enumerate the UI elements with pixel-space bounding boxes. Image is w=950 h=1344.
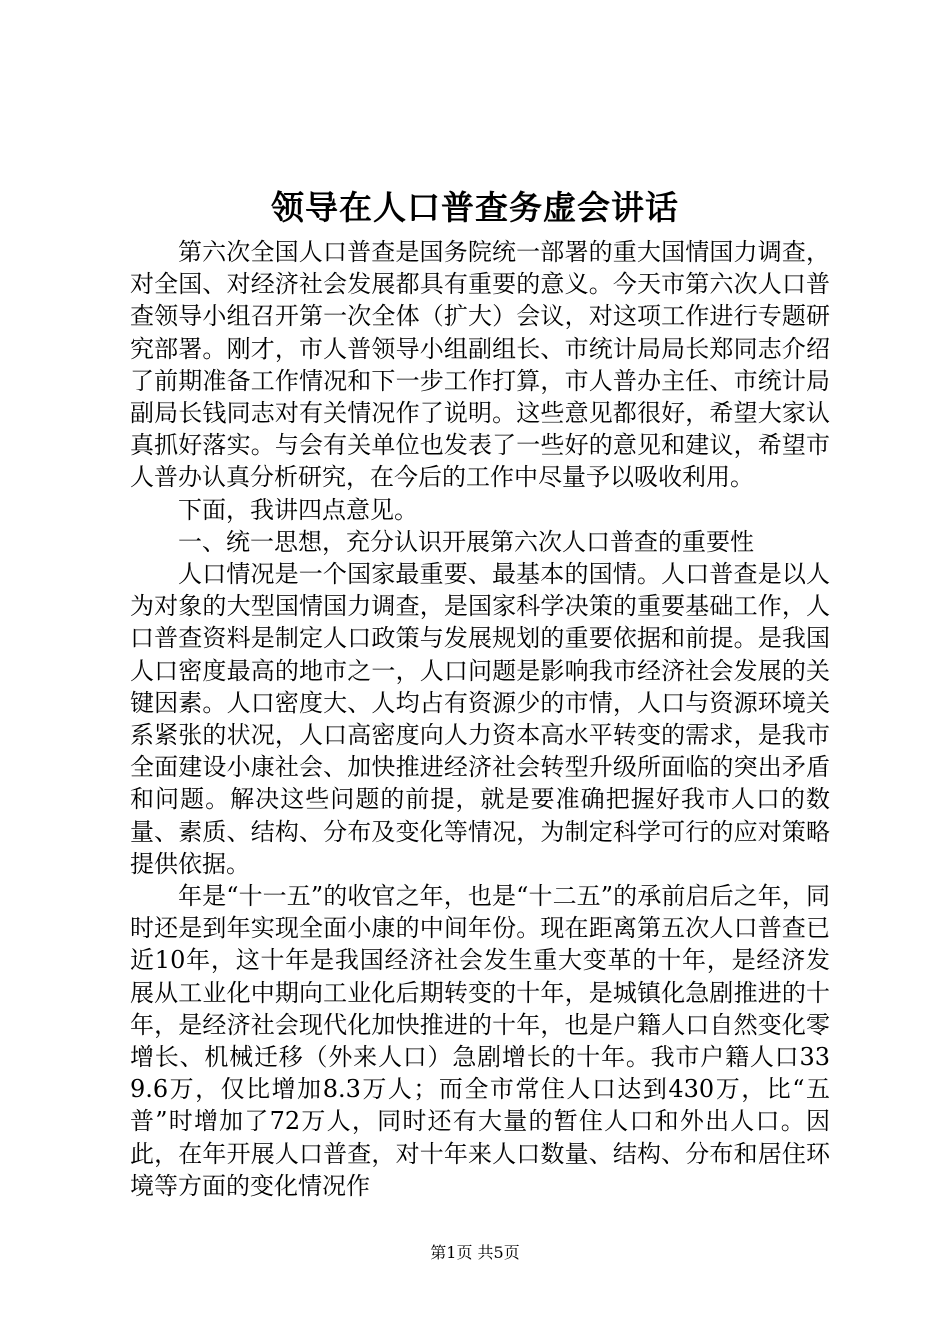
section-heading-1: 一、统一思想，充分认识开展第六次人口普查的重要性	[178, 527, 754, 556]
paragraph-census-timing: 年是“十一五”的收官之年，也是“十二五”的承前启后之年，同时还是到年实现全面小康的中间年份。现在距离第五次人口普查已近10年，这十年是我国经济社会发生重大变革的十年，是经济发展从工业化中期向工业化后期转变的十年，是城镇化急剧推进的十年，是经济社会现代化加快推进的十年，也是户籍人口自然变化零增长、机械迁移（外来人口）急剧增长的十年。我市户籍人口339.6万，仅比增加8.3万人；而全市常住人口达到430万，比“五普”时增加了72万人，同时还有大量的暂住人口和外出人口。因此，在年开展人口普查，对十年来人口数量、结构、分布和居住环境等方面的变化情况作	[130, 882, 830, 1200]
paragraph-intro: 第六次全国人口普查是国务院统一部署的重大国情国力调查，对全国、对经济社会发展都具有重要的意义。今天市第六次人口普查领导小组召开第一次全体（扩大）会议，对这项工作进行专题研究部署。刚才，市人普领导小组副组长、市统计局局长郑同志介绍了前期准备工作情况和下一步工作打算，市人普办主任、市统计局副局长钱同志对有关情况作了说明。这些意见都很好，希望大家认真抓好落实。与会有关单位也发表了一些好的意见和建议，希望市人普办认真分析研究，在今后的工作中尽量予以吸收利用。	[130, 238, 830, 492]
document-title: 领导在人口普查务虚会讲话	[271, 188, 679, 227]
document-body	[130, 236, 830, 1202]
paragraph-population-importance: 人口情况是一个国家最重要、最基本的国情。人口普查是以人为对象的大型国情国力调查，是国家科学决策的重要基础工作，人口普查资料是制定人口政策与发展规划的重要依据和前提。是我国人口密度最高的地市之一，人口问题是影响我市经济社会发展的关键因素。人口密度大、人均占有资源少的市情，人口与资源环境关系紧张的状况，人口高密度向人力资本高水平转变的需求，是我市全面建设小康社会、加快推进经济社会转型升级所面临的突出矛盾和问题。解决这些问题的前提，就是要准确把握好我市人口的数量、素质、结构、分布及变化等情况，为制定科学可行的应对策略提供依据。	[130, 560, 830, 878]
paragraph-transition: 下面，我讲四点意见。	[178, 495, 418, 524]
page-footer: 第1页 共5页	[430, 1243, 520, 1262]
